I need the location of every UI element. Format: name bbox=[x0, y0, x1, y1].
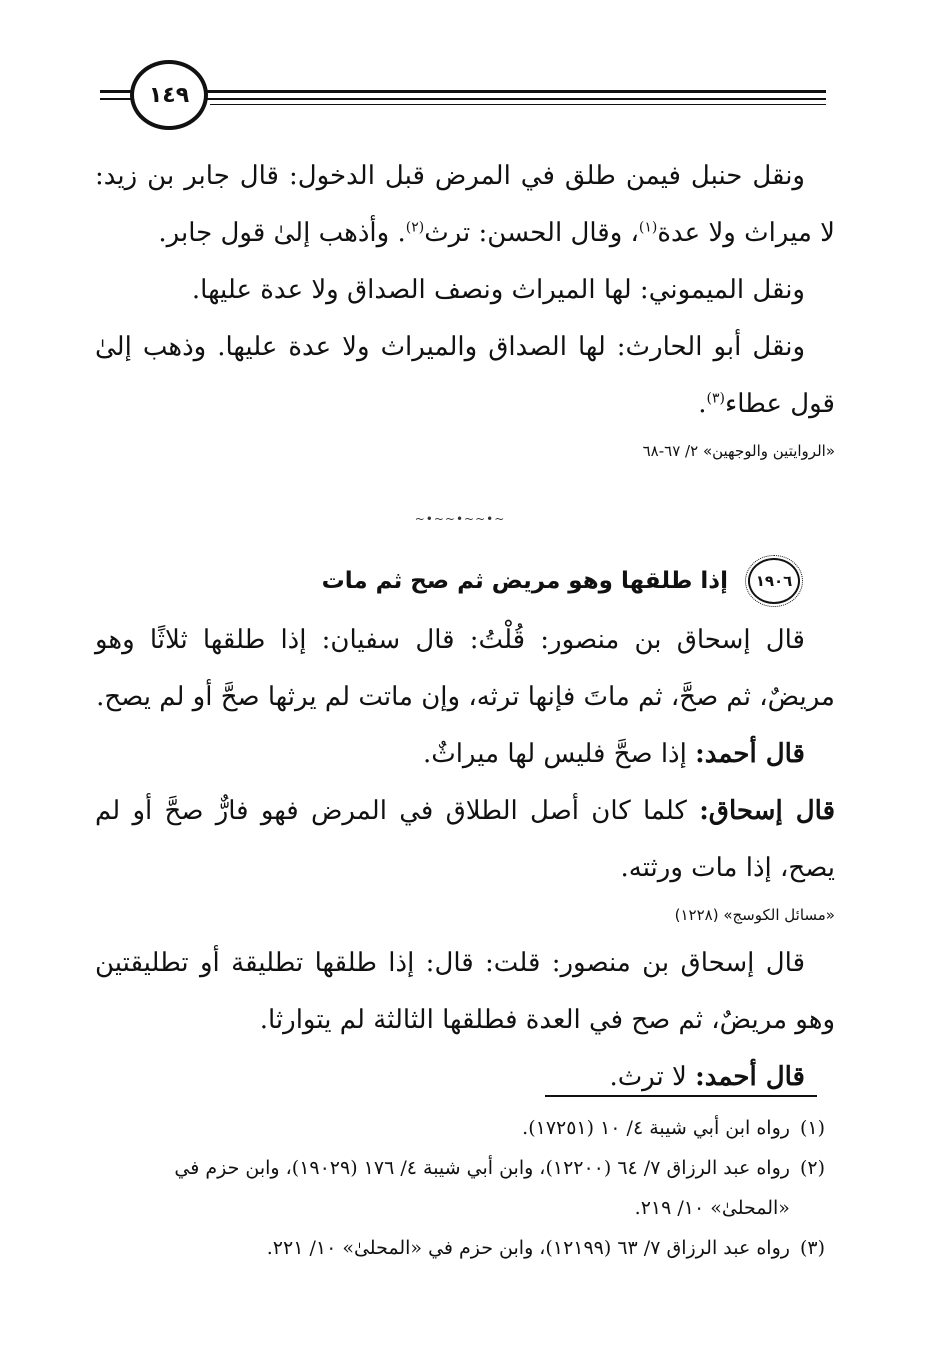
footnote-rule bbox=[545, 1095, 817, 1097]
ornament-divider: ~•~~•~~•~ bbox=[414, 512, 506, 526]
footnote-text: رواه عبد الرزاق ٧/ ٦٤ (١٢٢٠٠)، وابن أبي شيبة ٤/ ١٧٦ (١٩٠٢٩)، وابن حزم في «المحلىٰ» ١٠/ ٢١٩. bbox=[174, 1157, 790, 1219]
speaker-label: قال أحمد: bbox=[695, 739, 805, 769]
paragraph: قال إسحاق بن منصور: قلت: قال: إذا طلقها تطليقة أو تطليقتين وهو مريضٌ، ثم صح في العدة فطلقها الثالثة لم يتوارثا. bbox=[95, 948, 835, 1035]
speaker-label: قال أحمد: bbox=[695, 1062, 805, 1092]
source-citation: «مسائل الكوسج» (١٢٢٨) bbox=[674, 906, 835, 924]
page-header bbox=[100, 60, 826, 130]
page-number: ١٤٩ bbox=[130, 60, 208, 130]
footnote-number: (١) bbox=[799, 1117, 825, 1139]
paragraph: ونقل الميموني: لها الميراث ونصف الصداق ولا عدة عليها. bbox=[191, 275, 805, 305]
footnote-ref[interactable]: (٣) bbox=[706, 390, 725, 407]
paragraph: قال أحمد: إذا صحَّ فليس لها ميراثٌ. bbox=[422, 739, 805, 769]
footnote bbox=[95, 1228, 825, 1268]
header-rule bbox=[100, 90, 826, 93]
paragraph: ونقل حنبل فيمن طلق في المرض قبل الدخول: قال جابر بن زيد: لا ميراث ولا عدة$^{(١)}$، وقال الحسن: ترث$^{(٢)}$. وأذهب إلىٰ قول جابر. bbox=[95, 161, 835, 248]
footnote-number: (٣) bbox=[799, 1237, 825, 1259]
header-rule bbox=[100, 98, 826, 100]
entry-heading bbox=[180, 556, 800, 606]
paragraph: قال أحمد: لا ترث. bbox=[609, 1062, 805, 1092]
footnote bbox=[95, 1148, 825, 1228]
section-1 bbox=[95, 148, 835, 463]
entry-body bbox=[95, 612, 835, 1106]
footnotes bbox=[95, 1108, 825, 1268]
footnote bbox=[95, 1108, 825, 1148]
footnote-ref[interactable]: (١) bbox=[638, 219, 658, 236]
entry-number-badge: ١٩٠٦ bbox=[748, 558, 800, 604]
paragraph: ونقل أبو الحارث: لها الصداق والميراث ولا عدة عليها. وذهب إلىٰ قول عطاء$^{(٣)}$. bbox=[95, 332, 835, 419]
footnote-text: رواه عبد الرزاق ٧/ ٦٣ (١٢١٩٩)، وابن حزم في «المحلىٰ» ١٠/ ٢٢١. bbox=[266, 1237, 790, 1259]
entry-title: إذا طلقها وهو مريض ثم صح ثم مات bbox=[321, 568, 728, 594]
footnote-number: (٢) bbox=[799, 1157, 825, 1179]
speaker-label: قال إسحاق: bbox=[699, 796, 835, 826]
header-rule bbox=[210, 104, 826, 105]
footnote-ref[interactable]: (٢) bbox=[405, 219, 425, 236]
paragraph: قال إسحاق: كلما كان أصل الطلاق في المرض فهو فارٌّ صحَّ أو لم يصح، إذا مات ورثته. bbox=[95, 796, 835, 883]
source-citation: «الروايتين والوجهين» ٢/ ٦٧-٦٨ bbox=[642, 442, 835, 460]
footnote-text: رواه ابن أبي شيبة ٤/ ١٠ (١٧٢٥١). bbox=[522, 1117, 790, 1139]
paragraph: قال إسحاق بن منصور: قُلْتُ: قال سفيان: إذا طلقها ثلاثًا وهو مريضٌ، ثم صحَّ، ثم ماتَ فإنها ترثه، وإن ماتت لم يرثها صحَّ أو لم يصح. bbox=[95, 625, 835, 712]
